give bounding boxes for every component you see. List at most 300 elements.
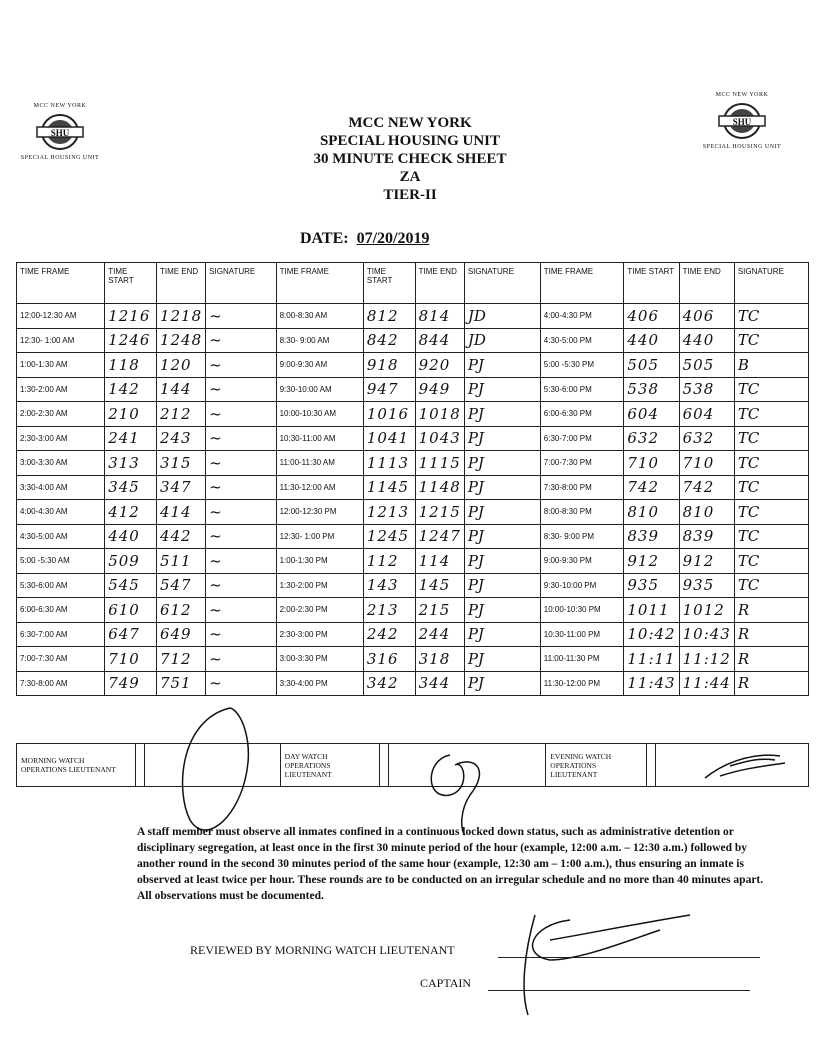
signature-cell[interactable] bbox=[734, 647, 808, 672]
signature-cell[interactable] bbox=[734, 328, 808, 353]
time-start-cell[interactable] bbox=[105, 353, 157, 378]
logo-top-text: MCC NEW YORK bbox=[715, 92, 769, 98]
time-start-cell[interactable] bbox=[105, 549, 157, 574]
time-start-cell-value: 440 bbox=[108, 527, 140, 546]
time-frame-cell bbox=[540, 671, 624, 696]
time-end-cell-value: 215 bbox=[418, 600, 451, 619]
time-end-cell[interactable] bbox=[156, 500, 205, 525]
time-frame-cell-value: 12:30- 1:00 PM bbox=[279, 531, 335, 541]
time-frame-cell bbox=[17, 647, 105, 672]
time-end-cell[interactable] bbox=[156, 328, 205, 353]
time-start-cell-value: 812 bbox=[366, 306, 399, 325]
time-end-cell[interactable] bbox=[415, 549, 464, 574]
time-start-cell-value: 143 bbox=[366, 576, 399, 595]
time-start-cell[interactable] bbox=[363, 622, 415, 647]
signature-cell[interactable] bbox=[464, 475, 540, 500]
time-end-cell[interactable] bbox=[156, 671, 205, 696]
time-start-cell[interactable] bbox=[624, 647, 679, 672]
time-start-cell-value: 749 bbox=[108, 674, 140, 693]
time-start-cell[interactable] bbox=[105, 451, 157, 476]
time-start-cell[interactable] bbox=[363, 549, 415, 574]
signature-cell[interactable] bbox=[734, 304, 808, 329]
signature-cell[interactable] bbox=[464, 451, 540, 476]
signature-cell[interactable] bbox=[734, 426, 808, 451]
signature-cell-value: TC bbox=[737, 551, 760, 570]
time-start-cell-value: 118 bbox=[108, 355, 140, 374]
signature-cell[interactable] bbox=[206, 426, 276, 451]
date-line bbox=[300, 230, 433, 248]
time-start-cell-value: 345 bbox=[108, 478, 140, 497]
time-frame-cell bbox=[276, 500, 363, 525]
time-end-cell[interactable] bbox=[156, 475, 205, 500]
time-start-cell[interactable] bbox=[105, 475, 157, 500]
time-end-cell[interactable] bbox=[415, 426, 464, 451]
time-start-cell[interactable] bbox=[624, 524, 679, 549]
time-end-cell[interactable] bbox=[156, 426, 205, 451]
time-frame-cell bbox=[17, 622, 105, 647]
time-end-cell[interactable] bbox=[156, 549, 205, 574]
signature-cell[interactable] bbox=[734, 353, 808, 378]
time-frame-cell bbox=[276, 328, 363, 353]
time-end-cell[interactable] bbox=[679, 524, 734, 549]
signature-cell-value: TC bbox=[737, 380, 760, 399]
time-frame-cell-value: 3:30-4:00 AM bbox=[20, 482, 68, 492]
time-end-cell[interactable] bbox=[679, 402, 734, 427]
time-frame-cell bbox=[540, 426, 624, 451]
time-end-cell[interactable] bbox=[415, 475, 464, 500]
time-frame-cell bbox=[276, 549, 363, 574]
lieutenant-signoff-table bbox=[16, 743, 809, 787]
time-end-cell[interactable] bbox=[415, 524, 464, 549]
signature-cell[interactable] bbox=[206, 598, 276, 623]
signature-cell[interactable] bbox=[734, 377, 808, 402]
time-frame-cell-value: 8:30- 9:00 AM bbox=[279, 335, 330, 345]
time-start-cell-value: 1245 bbox=[366, 527, 410, 546]
time-start-cell-value: 1145 bbox=[366, 478, 410, 497]
signature-cell[interactable] bbox=[734, 402, 808, 427]
time-end-cell[interactable] bbox=[679, 549, 734, 574]
time-frame-cell-value: 5:30-6:00 AM bbox=[20, 580, 68, 590]
time-end-cell-value: 120 bbox=[159, 355, 192, 374]
time-end-cell-value: 1247 bbox=[418, 527, 461, 546]
signature-cell[interactable] bbox=[206, 549, 276, 574]
time-frame-cell-value: 12:00-12:30 PM bbox=[279, 507, 337, 517]
signature-cell-value: ~ bbox=[209, 502, 222, 521]
time-end-cell[interactable] bbox=[156, 402, 205, 427]
col-header-time-end: TIME END bbox=[415, 263, 464, 304]
signature-cell-value: PJ bbox=[467, 527, 484, 546]
document-header bbox=[230, 114, 590, 204]
time-end-cell[interactable] bbox=[415, 671, 464, 696]
signature-cell[interactable] bbox=[206, 622, 276, 647]
time-end-cell[interactable] bbox=[415, 500, 464, 525]
time-end-cell[interactable] bbox=[679, 328, 734, 353]
signature-cell[interactable] bbox=[464, 426, 540, 451]
signature-cell[interactable] bbox=[206, 451, 276, 476]
time-frame-cell bbox=[540, 451, 624, 476]
time-end-cell[interactable] bbox=[156, 353, 205, 378]
signature-cell[interactable] bbox=[464, 549, 540, 574]
time-frame-cell-value: 11:30-12:00 AM bbox=[279, 482, 336, 492]
time-frame-cell-value: 5:00 -5:30 PM bbox=[543, 360, 595, 370]
time-frame-cell-value: 2:30-3:00 PM bbox=[279, 629, 328, 639]
table-header-row bbox=[17, 263, 809, 304]
signature-cell[interactable] bbox=[734, 549, 808, 574]
time-start-cell[interactable] bbox=[105, 500, 157, 525]
time-end-cell[interactable] bbox=[156, 377, 205, 402]
time-frame-cell-value: 3:00-3:30 AM bbox=[20, 458, 68, 468]
signature-cell-value: ~ bbox=[209, 649, 222, 668]
time-start-cell[interactable] bbox=[363, 598, 415, 623]
time-start-cell-value: 412 bbox=[108, 502, 140, 521]
time-start-cell[interactable] bbox=[105, 377, 157, 402]
time-start-cell[interactable] bbox=[105, 328, 157, 353]
signature-cell[interactable] bbox=[206, 573, 276, 598]
signature-cell[interactable] bbox=[464, 377, 540, 402]
signature-cell[interactable] bbox=[464, 328, 540, 353]
time-frame-cell-value: 3:30-4:00 PM bbox=[279, 678, 328, 688]
time-frame-cell bbox=[17, 328, 105, 353]
time-frame-cell-value: 6:30-7:00 AM bbox=[20, 629, 68, 639]
time-end-cell-value: 244 bbox=[418, 625, 451, 644]
time-start-cell[interactable] bbox=[105, 524, 157, 549]
time-start-cell[interactable] bbox=[105, 622, 157, 647]
captain-signature-line bbox=[488, 990, 750, 991]
time-frame-cell bbox=[540, 304, 624, 329]
table-row bbox=[17, 622, 809, 647]
shu-logo-left bbox=[20, 103, 100, 161]
time-frame-cell-value: 12:00-12:30 AM bbox=[20, 311, 77, 321]
signature-cell-value: ~ bbox=[209, 674, 222, 693]
time-start-cell[interactable] bbox=[363, 647, 415, 672]
signature-cell-value: ~ bbox=[209, 478, 222, 497]
time-frame-cell-value: 6:00-6:30 AM bbox=[20, 605, 68, 615]
signature-cell[interactable] bbox=[734, 622, 808, 647]
time-start-cell[interactable] bbox=[363, 451, 415, 476]
time-frame-cell bbox=[540, 328, 624, 353]
captain-label: CAPTAIN bbox=[420, 976, 472, 990]
header-sheet-title: 30 MINUTE CHECK SHEET bbox=[313, 151, 507, 167]
signature-cell[interactable] bbox=[734, 671, 808, 696]
header-facility: MCC NEW YORK bbox=[348, 115, 472, 131]
signature-cell-value: PJ bbox=[467, 355, 484, 374]
time-end-cell[interactable] bbox=[679, 377, 734, 402]
time-end-cell-value: 1148 bbox=[418, 478, 461, 497]
time-end-cell[interactable] bbox=[156, 304, 205, 329]
time-end-cell-value: 751 bbox=[159, 674, 192, 693]
time-start-cell[interactable] bbox=[624, 377, 679, 402]
time-frame-cell-value: 5:30-6:00 PM bbox=[543, 384, 592, 394]
signature-cell-value: ~ bbox=[209, 380, 222, 399]
day-lieutenant-signature[interactable] bbox=[388, 744, 545, 787]
time-start-cell[interactable] bbox=[105, 671, 157, 696]
instructions-note: A staff member must observe all inmates confined in a continuous locked down status, such as administrative detention or disciplinary segregation, at least once in the first 30 minute period of the hour (example, 12:00 a.m. – 12:30 a.m.) followed by another round in the second 30 minutes period of the same hour (example, 12:30 am – 1:00 a.m.), thus ensuring an inmate is observed at least twice per hour. These rounds are to be conducted on an irregular schedule and no more than 40 minutes apart. All observations must be documented. bbox=[137, 826, 764, 902]
signature-cell-value: TC bbox=[737, 331, 760, 350]
signature-cell-value: R bbox=[737, 625, 750, 644]
time-start-cell[interactable] bbox=[363, 426, 415, 451]
signature-cell[interactable] bbox=[206, 304, 276, 329]
signature-cell-value: TC bbox=[737, 478, 760, 497]
time-end-cell[interactable] bbox=[156, 451, 205, 476]
time-frame-cell bbox=[276, 426, 363, 451]
time-frame-cell-value: 8:30- 9:00 PM bbox=[543, 531, 595, 541]
signature-cell[interactable] bbox=[464, 500, 540, 525]
time-start-cell-value: 11:43 bbox=[627, 674, 676, 693]
time-start-cell-value: 142 bbox=[108, 380, 140, 399]
time-end-cell[interactable] bbox=[679, 647, 734, 672]
time-start-cell-value: 316 bbox=[366, 649, 399, 668]
time-end-cell[interactable] bbox=[679, 598, 734, 623]
time-frame-cell bbox=[17, 475, 105, 500]
time-start-cell[interactable] bbox=[363, 328, 415, 353]
signature-cell-value: PJ bbox=[467, 429, 484, 448]
time-end-cell[interactable] bbox=[415, 377, 464, 402]
signature-cell[interactable] bbox=[464, 622, 540, 647]
signature-cell[interactable] bbox=[206, 671, 276, 696]
time-start-cell[interactable] bbox=[624, 500, 679, 525]
time-start-cell[interactable] bbox=[363, 475, 415, 500]
time-end-cell-value: 710 bbox=[682, 453, 715, 472]
time-frame-cell bbox=[540, 549, 624, 574]
time-start-cell-value: 112 bbox=[366, 551, 399, 570]
time-start-cell-value: 11:11 bbox=[627, 649, 676, 668]
signature-cell[interactable] bbox=[464, 304, 540, 329]
time-end-cell-value: 243 bbox=[159, 429, 192, 448]
time-end-cell[interactable] bbox=[156, 524, 205, 549]
signature-cell[interactable] bbox=[206, 377, 276, 402]
signature-cell[interactable] bbox=[464, 598, 540, 623]
time-start-cell-value: 538 bbox=[627, 380, 660, 399]
time-frame-cell bbox=[17, 353, 105, 378]
col-header-signature: SIGNATURE bbox=[734, 263, 808, 304]
time-start-cell[interactable] bbox=[624, 671, 679, 696]
time-start-cell[interactable] bbox=[624, 451, 679, 476]
time-frame-cell-value: 7:00-7:30 PM bbox=[543, 458, 592, 468]
signature-cell-value: R bbox=[737, 674, 750, 693]
time-end-cell-value: 810 bbox=[682, 502, 715, 521]
time-end-cell-value: 10:43 bbox=[682, 625, 731, 644]
time-end-cell-value: 935 bbox=[682, 576, 715, 595]
table-row bbox=[17, 475, 809, 500]
time-end-cell[interactable] bbox=[415, 402, 464, 427]
time-start-cell[interactable] bbox=[105, 647, 157, 672]
time-end-cell-value: 814 bbox=[418, 306, 451, 325]
time-start-cell[interactable] bbox=[363, 524, 415, 549]
time-start-cell[interactable] bbox=[624, 304, 679, 329]
signature-cell-value: PJ bbox=[467, 600, 484, 619]
time-frame-cell bbox=[540, 573, 624, 598]
time-end-cell[interactable] bbox=[415, 598, 464, 623]
time-end-cell[interactable] bbox=[679, 451, 734, 476]
time-end-cell[interactable] bbox=[679, 671, 734, 696]
header-range: ZA bbox=[399, 169, 421, 185]
morning-lieutenant-label: MORNING WATCH OPERATIONS LIEUTENANT bbox=[17, 744, 136, 787]
time-start-cell[interactable] bbox=[624, 573, 679, 598]
time-start-cell[interactable] bbox=[624, 402, 679, 427]
table-row bbox=[17, 500, 809, 525]
time-end-cell[interactable] bbox=[415, 304, 464, 329]
time-end-cell-value: 11:44 bbox=[682, 674, 731, 693]
shu-logo-right bbox=[702, 92, 782, 150]
time-end-cell[interactable] bbox=[679, 622, 734, 647]
signature-cell[interactable] bbox=[464, 647, 540, 672]
signature-cell[interactable] bbox=[206, 475, 276, 500]
signature-cell[interactable] bbox=[734, 598, 808, 623]
logo-top-text: MCC NEW YORK bbox=[33, 103, 87, 109]
time-start-cell[interactable] bbox=[624, 598, 679, 623]
time-frame-cell bbox=[540, 475, 624, 500]
table-row bbox=[17, 426, 809, 451]
time-start-cell-value: 313 bbox=[108, 453, 140, 472]
time-start-cell-value: 1011 bbox=[627, 600, 670, 619]
signature-cell[interactable] bbox=[734, 500, 808, 525]
time-end-cell-value: 442 bbox=[159, 527, 192, 546]
time-frame-cell bbox=[276, 402, 363, 427]
time-end-cell-value: 538 bbox=[682, 380, 715, 399]
time-start-cell-value: 918 bbox=[366, 355, 399, 374]
signature-cell[interactable] bbox=[206, 353, 276, 378]
evening-lieutenant-signature[interactable] bbox=[656, 744, 809, 787]
time-start-cell[interactable] bbox=[105, 304, 157, 329]
time-end-cell[interactable] bbox=[679, 573, 734, 598]
signature-cell[interactable] bbox=[206, 524, 276, 549]
time-frame-cell-value: 7:30-8:00 AM bbox=[20, 678, 68, 688]
morning-lieutenant-signature[interactable] bbox=[144, 744, 280, 787]
time-start-cell[interactable] bbox=[363, 353, 415, 378]
col-header-time-end: TIME END bbox=[156, 263, 205, 304]
time-frame-cell-value: 2:30-3:00 AM bbox=[20, 433, 68, 443]
col-header-signature: SIGNATURE bbox=[464, 263, 540, 304]
time-end-cell-value: 1215 bbox=[418, 502, 461, 521]
signature-cell[interactable] bbox=[464, 671, 540, 696]
signature-cell-value: PJ bbox=[467, 674, 484, 693]
time-frame-cell-value: 6:30-7:00 PM bbox=[543, 433, 592, 443]
time-start-cell[interactable] bbox=[624, 622, 679, 647]
signature-cell-value: ~ bbox=[209, 429, 222, 448]
time-start-cell[interactable] bbox=[363, 402, 415, 427]
signature-cell-value: B bbox=[737, 355, 749, 374]
time-start-cell[interactable] bbox=[624, 549, 679, 574]
time-end-cell-value: 844 bbox=[418, 331, 451, 350]
time-start-cell-value: 604 bbox=[627, 404, 660, 423]
table-row bbox=[17, 598, 809, 623]
signature-cell[interactable] bbox=[464, 353, 540, 378]
signature-cell[interactable] bbox=[206, 500, 276, 525]
time-end-cell-value: 612 bbox=[159, 600, 192, 619]
time-frame-cell bbox=[540, 500, 624, 525]
time-frame-cell-value: 9:30-10:00 PM bbox=[543, 580, 597, 590]
signature-cell[interactable] bbox=[734, 524, 808, 549]
time-frame-cell-value: 7:00-7:30 AM bbox=[20, 654, 68, 664]
reviewer-signature-mark bbox=[510, 900, 700, 1020]
time-start-cell[interactable] bbox=[105, 402, 157, 427]
time-start-cell-value: 839 bbox=[627, 527, 660, 546]
time-end-cell[interactable] bbox=[679, 475, 734, 500]
signature-cell[interactable] bbox=[464, 524, 540, 549]
time-end-cell-value: 344 bbox=[418, 674, 451, 693]
time-frame-cell bbox=[540, 402, 624, 427]
signature-cell[interactable] bbox=[464, 573, 540, 598]
time-end-cell[interactable] bbox=[679, 304, 734, 329]
time-start-cell[interactable] bbox=[363, 377, 415, 402]
time-end-cell-value: 604 bbox=[682, 404, 715, 423]
reviewed-signature-line bbox=[498, 957, 760, 958]
table-row bbox=[17, 402, 809, 427]
time-end-cell-value: 145 bbox=[418, 576, 451, 595]
time-end-cell[interactable] bbox=[415, 573, 464, 598]
signature-cell-value: ~ bbox=[209, 600, 222, 619]
signature-cell[interactable] bbox=[206, 647, 276, 672]
time-start-cell[interactable] bbox=[624, 328, 679, 353]
time-end-cell[interactable] bbox=[679, 426, 734, 451]
signature-cell[interactable] bbox=[734, 573, 808, 598]
time-end-cell[interactable] bbox=[156, 622, 205, 647]
time-end-cell[interactable] bbox=[156, 647, 205, 672]
time-end-cell[interactable] bbox=[415, 647, 464, 672]
time-start-cell-value: 710 bbox=[627, 453, 660, 472]
shu-seal-icon bbox=[717, 101, 767, 141]
time-start-cell-value: 440 bbox=[627, 331, 660, 350]
signature-cell[interactable] bbox=[734, 451, 808, 476]
time-frame-cell-value: 1:00-1:30 PM bbox=[279, 556, 328, 566]
time-start-cell-value: 213 bbox=[366, 600, 399, 619]
time-frame-cell bbox=[540, 377, 624, 402]
time-start-cell[interactable] bbox=[363, 304, 415, 329]
time-end-cell[interactable] bbox=[679, 353, 734, 378]
signature-cell[interactable] bbox=[206, 328, 276, 353]
signature-cell[interactable] bbox=[206, 402, 276, 427]
signature-cell[interactable] bbox=[734, 475, 808, 500]
time-start-cell[interactable] bbox=[624, 353, 679, 378]
time-start-cell[interactable] bbox=[105, 573, 157, 598]
time-end-cell[interactable] bbox=[415, 622, 464, 647]
time-start-cell[interactable] bbox=[363, 573, 415, 598]
time-start-cell-value: 1041 bbox=[366, 429, 410, 448]
time-end-cell[interactable] bbox=[679, 500, 734, 525]
signature-cell[interactable] bbox=[464, 402, 540, 427]
col-header-time-frame: TIME FRAME bbox=[540, 263, 624, 304]
time-end-cell[interactable] bbox=[156, 598, 205, 623]
time-start-cell-value: 210 bbox=[108, 404, 140, 423]
time-frame-cell bbox=[17, 598, 105, 623]
col-header-time-end: TIME END bbox=[679, 263, 734, 304]
signature-cell-value: ~ bbox=[209, 306, 222, 325]
time-end-cell-value: 632 bbox=[682, 429, 715, 448]
time-start-cell[interactable] bbox=[105, 598, 157, 623]
time-end-cell-value: 742 bbox=[682, 478, 715, 497]
time-start-cell[interactable] bbox=[105, 426, 157, 451]
time-end-cell-value: 440 bbox=[682, 331, 715, 350]
time-frame-cell bbox=[17, 377, 105, 402]
time-start-cell-value: 1216 bbox=[108, 306, 151, 325]
time-start-cell[interactable] bbox=[624, 426, 679, 451]
time-end-cell[interactable] bbox=[156, 573, 205, 598]
time-end-cell-value: 1043 bbox=[418, 429, 461, 448]
time-end-cell[interactable] bbox=[415, 451, 464, 476]
time-end-cell-value: 505 bbox=[682, 355, 715, 374]
time-start-cell-value: 10:42 bbox=[627, 625, 676, 644]
time-start-cell-value: 912 bbox=[627, 551, 660, 570]
time-start-cell[interactable] bbox=[363, 500, 415, 525]
time-start-cell[interactable] bbox=[363, 671, 415, 696]
time-frame-cell bbox=[17, 426, 105, 451]
time-end-cell-value: 11:12 bbox=[682, 649, 731, 668]
svg-text:SHU: SHU bbox=[50, 128, 70, 138]
time-end-cell[interactable] bbox=[415, 353, 464, 378]
time-start-cell[interactable] bbox=[624, 475, 679, 500]
time-end-cell[interactable] bbox=[415, 328, 464, 353]
time-frame-cell bbox=[276, 475, 363, 500]
